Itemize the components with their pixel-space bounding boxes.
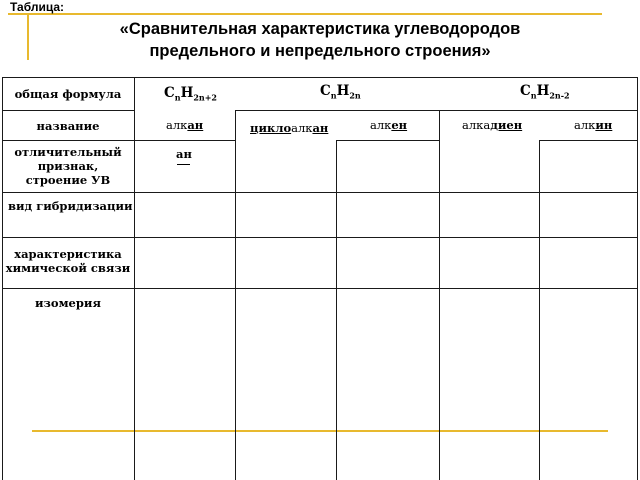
header-step-1 — [235, 110, 637, 111]
header-step-2 — [336, 140, 439, 141]
title-line-1: «Сравнительная характеристика углеводородов — [119, 20, 521, 38]
table-left-border — [2, 77, 3, 480]
left-accent-line — [27, 14, 29, 60]
name-alkane: алкан — [166, 118, 204, 132]
row-label-feature: отличительный признак, строение УВ — [14, 145, 122, 187]
row-label-name: название — [36, 119, 100, 133]
row-label-hybridization: вид гибридизации — [8, 199, 133, 213]
page-title — [60, 18, 580, 62]
row-sep-bond — [2, 237, 637, 238]
col-sep-4 — [439, 111, 440, 480]
table-top-border — [2, 77, 638, 78]
header-step-3 — [539, 140, 637, 141]
row-sep-isomer — [2, 288, 637, 289]
single-bond-dash-icon — [177, 164, 190, 165]
bottom-accent-line — [32, 430, 608, 432]
formula-alkane: $C_nH_{2n+2}$ — [164, 85, 217, 103]
row-sep-hybrid — [2, 192, 637, 193]
row-label-general-formula: общая формула — [14, 87, 122, 101]
feature-alkane: ан — [176, 147, 192, 165]
row-label-bond: характеристика химической связи — [5, 247, 131, 275]
row-label-isomerism: изомерия — [35, 296, 101, 310]
formula-cnh2n: $C_nH_{2n}$ — [320, 83, 361, 101]
table-caption: Таблица: — [10, 0, 65, 14]
formula-cnh2n-2: $C_nH_{2n-2}$ — [520, 83, 570, 101]
col-sep-1 — [134, 77, 135, 480]
name-alkadiene: алкадиен — [462, 118, 523, 132]
row-sep-name — [2, 110, 134, 111]
col-sep-2 — [235, 111, 236, 480]
name-alkene: алкен — [370, 118, 408, 132]
row-sep-feature — [2, 140, 235, 141]
name-cycloalkane: циклоалкан — [250, 121, 329, 135]
table-right-border — [637, 77, 638, 480]
top-accent-line — [8, 13, 602, 15]
title-line-2: предельного и непредельного строения» — [149, 42, 491, 60]
name-alkyne: алкин — [574, 118, 613, 132]
